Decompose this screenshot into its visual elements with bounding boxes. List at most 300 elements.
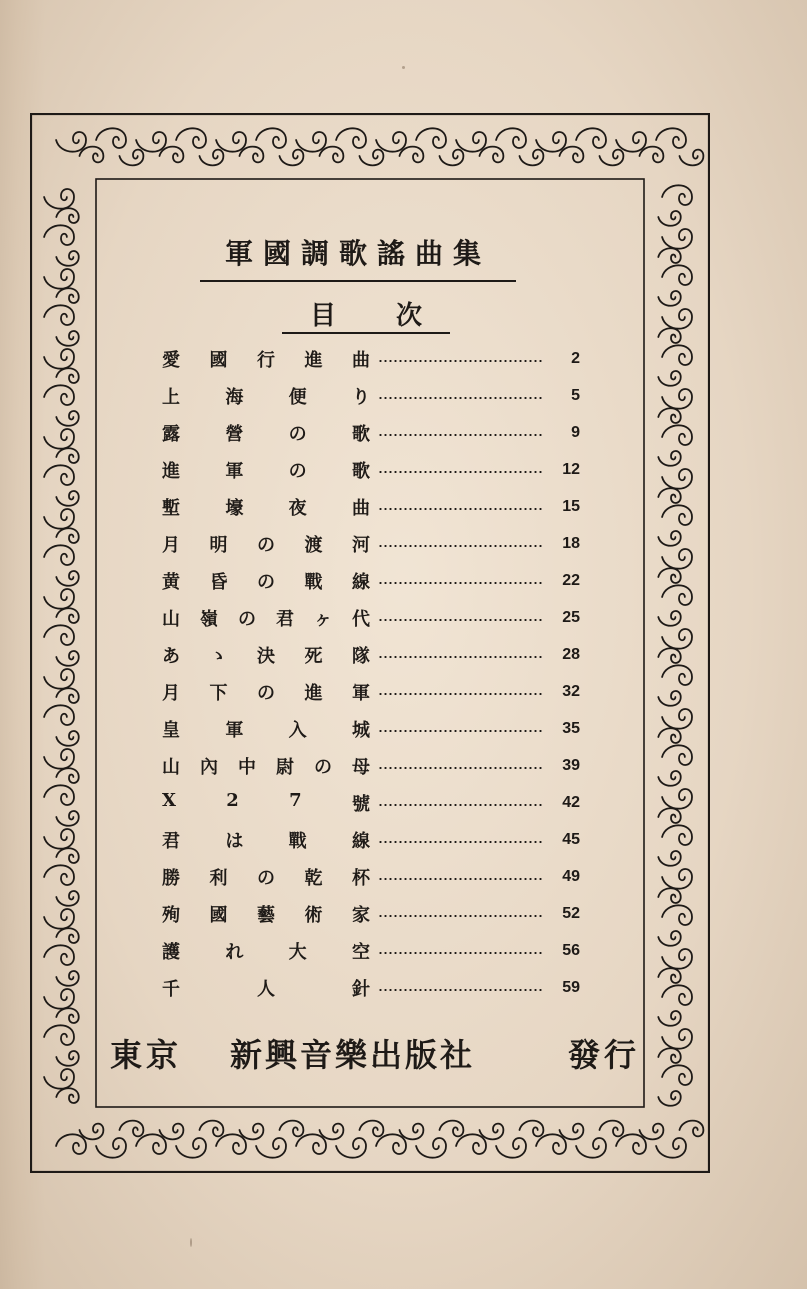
scroll-motif <box>319 1124 343 1140</box>
toc-entry <box>162 969 580 1006</box>
toc-heading-left: 目 <box>310 301 337 331</box>
scroll-motif <box>662 309 692 329</box>
scroll-motif <box>658 808 680 823</box>
toc-entry-char: 入 <box>288 719 307 741</box>
scroll-motif <box>56 331 78 346</box>
scroll-motif <box>399 1124 423 1140</box>
toc-entry <box>162 710 580 747</box>
scroll-motif <box>658 488 680 503</box>
scroll-motif <box>536 1134 566 1154</box>
toc-entry-char: 昏 <box>209 571 228 593</box>
scroll-motif <box>479 147 503 163</box>
toc-leader-dots <box>378 471 542 473</box>
scroll-motif <box>44 349 74 369</box>
toc-entry-char: 大 <box>288 941 307 963</box>
scroll-motif <box>56 251 78 266</box>
scroll-motif <box>159 147 183 163</box>
scroll-motif <box>279 1121 303 1137</box>
toc-entry-char: 針 <box>352 978 370 1000</box>
scroll-motif <box>296 132 326 152</box>
scroll-motif <box>662 789 692 809</box>
scroll-motif <box>662 229 692 249</box>
toc-heading-right: 次 <box>395 301 422 331</box>
scroll-motif <box>536 132 566 152</box>
toc-entry-char: 明 <box>209 534 228 556</box>
toc-entry-char: あ <box>162 645 180 667</box>
toc-entry-char: 黄 <box>162 571 180 593</box>
toc-entry-char: 母 <box>352 756 370 778</box>
toc-leader-dots <box>378 767 542 769</box>
scroll-motif <box>662 869 692 889</box>
scroll-motif <box>79 147 103 163</box>
scroll-motif <box>519 1121 543 1137</box>
scroll-motif <box>79 1124 103 1140</box>
scroll-motif <box>56 768 78 783</box>
book-title: 軍國調歌謠曲集 <box>200 232 516 282</box>
scroll-motif <box>56 891 78 906</box>
toc-entry-char: 代 <box>352 608 370 630</box>
toc-entry-char: 千 <box>162 978 180 1000</box>
toc-entry-title <box>162 642 370 668</box>
scroll-motif <box>359 1121 383 1137</box>
toc-entry-title <box>162 494 370 520</box>
scroll-motif <box>479 1124 503 1140</box>
toc-entry-page: 22 <box>562 571 580 589</box>
toc-leader-dots <box>378 545 542 547</box>
toc-leader-dots <box>378 360 542 362</box>
toc-leader-dots <box>378 878 542 880</box>
scroll-motif <box>656 1138 686 1158</box>
scroll-motif <box>662 985 692 1005</box>
toc-entry-char: ヶ <box>314 608 332 630</box>
scroll-motif <box>136 132 166 152</box>
scroll-motif <box>56 1134 86 1154</box>
scroll-motif <box>216 132 246 152</box>
toc-entry-char: 山 <box>162 608 180 630</box>
toc-entry-char: 利 <box>209 867 228 889</box>
scroll-motif <box>44 305 74 325</box>
toc-entry-char: 術 <box>304 904 323 926</box>
scroll-motif <box>119 150 143 166</box>
toc-entry-char: X <box>162 789 176 811</box>
toc-entry-page: 15 <box>562 497 580 515</box>
scroll-motif <box>279 150 303 166</box>
toc-entry-title <box>162 679 370 705</box>
scroll-motif <box>44 829 74 849</box>
toc-entry-char: 愛 <box>162 349 180 371</box>
scroll-motif <box>44 865 74 885</box>
scroll-motif <box>56 928 78 943</box>
toc-entry-char: 乾 <box>304 867 323 889</box>
scroll-motif <box>656 128 686 148</box>
toc-entry-char: 國 <box>209 904 228 926</box>
toc-entry-page: 28 <box>562 645 580 663</box>
scroll-motif <box>658 771 680 786</box>
scroll-motif <box>658 291 680 306</box>
toc-entry-char: 杯 <box>352 867 370 889</box>
scroll-motif <box>662 585 692 605</box>
scroll-motif <box>56 688 78 703</box>
toc-entry-char: 曲 <box>351 497 370 519</box>
toc-entry-title <box>162 531 370 557</box>
toc-list <box>162 340 580 1006</box>
toc-entry-char: 軍 <box>225 460 244 482</box>
toc-entry-char: 尉 <box>276 756 294 778</box>
toc-entry-title <box>162 457 370 483</box>
scroll-motif <box>679 150 703 166</box>
toc-leader-dots <box>378 619 542 621</box>
toc-entry-char: 歌 <box>351 460 370 482</box>
toc-entry-char: 線 <box>351 830 370 852</box>
toc-leader-dots <box>378 656 542 658</box>
scroll-motif <box>256 1138 286 1158</box>
scroll-motif <box>679 1121 703 1137</box>
scroll-motif <box>44 385 74 405</box>
toc-entry-char: 露 <box>162 423 180 445</box>
toc-entry <box>162 636 580 673</box>
scroll-motif <box>199 1121 223 1137</box>
toc-entry-char: の <box>288 460 307 482</box>
scroll-motif <box>658 968 680 983</box>
toc-entry-char: 隊 <box>352 645 370 667</box>
toc-entry-char: 進 <box>304 349 323 371</box>
toc-entry-char: 君 <box>276 608 294 630</box>
scroll-motif <box>56 208 78 223</box>
toc-entry-char: の <box>257 571 275 593</box>
scroll-motif <box>44 429 74 449</box>
toc-entry-char: 下 <box>209 682 228 704</box>
scroll-motif <box>658 851 680 866</box>
scroll-motif <box>658 451 680 466</box>
toc-entry-char: 死 <box>304 645 323 667</box>
scroll-motif <box>136 1134 166 1154</box>
toc-entry-title <box>162 864 370 890</box>
scroll-motif <box>359 150 383 166</box>
scroll-motif <box>662 185 692 205</box>
scroll-motif <box>56 848 78 863</box>
scroll-motif <box>44 785 74 805</box>
scroll-motif <box>496 1138 526 1158</box>
scroll-motif <box>216 1134 246 1154</box>
toc-entry-char: 空 <box>351 941 370 963</box>
toc-leader-dots <box>378 397 542 399</box>
scroll-motif <box>658 728 680 743</box>
publisher-line <box>110 1030 640 1076</box>
toc-entry-page: 2 <box>571 349 580 367</box>
scroll-motif <box>559 1124 583 1140</box>
toc-entry-page: 45 <box>562 830 580 848</box>
toc-entry-title <box>162 753 370 779</box>
scroll-motif <box>336 1138 366 1158</box>
toc-entry <box>162 340 580 377</box>
scroll-motif <box>44 669 74 689</box>
scroll-motif <box>599 1121 623 1137</box>
scroll-motif <box>56 571 78 586</box>
scroll-motif <box>639 147 663 163</box>
toc-entry-char: 皇 <box>162 719 180 741</box>
publisher-city: 東京 <box>110 1036 183 1074</box>
scroll-motif <box>658 648 680 663</box>
scroll-motif <box>439 1121 463 1137</box>
scroll-motif <box>658 611 680 626</box>
toc-entry-title <box>162 568 370 594</box>
toc-entry-char: 渡 <box>304 534 323 556</box>
toc-entry-char: 君 <box>162 830 180 852</box>
scroll-motif <box>662 345 692 365</box>
scroll-motif <box>658 408 680 423</box>
toc-entry-char: 勝 <box>162 867 180 889</box>
toc-entry-page: 56 <box>562 941 580 959</box>
scroll-motif <box>456 132 486 152</box>
toc-entry-title <box>162 790 370 816</box>
toc-entry-char: の <box>314 756 332 778</box>
paper-speck <box>190 1238 192 1247</box>
scroll-motif <box>662 1029 692 1049</box>
toc-entry-char: 進 <box>304 682 323 704</box>
toc-leader-dots <box>378 952 542 954</box>
scroll-motif <box>456 1134 486 1154</box>
scroll-motif <box>96 128 126 148</box>
toc-entry-char: 營 <box>225 423 244 445</box>
scroll-motif <box>662 549 692 569</box>
scroll-motif <box>56 971 78 986</box>
toc-entry-title <box>162 716 370 742</box>
scroll-motif <box>658 371 680 386</box>
toc-entry-title <box>162 901 370 927</box>
toc-entry <box>162 932 580 969</box>
toc-entry-page: 39 <box>562 756 580 774</box>
scroll-motif <box>639 1124 663 1140</box>
scroll-motif <box>296 1134 326 1154</box>
scroll-motif <box>559 147 583 163</box>
toc-entry <box>162 525 580 562</box>
toc-leader-dots <box>378 693 542 695</box>
toc-entry-page: 12 <box>562 460 580 478</box>
scroll-motif <box>662 949 692 969</box>
scroll-motif <box>658 1011 680 1026</box>
toc-entry-page: 52 <box>562 904 580 922</box>
scroll-motif <box>56 1051 78 1066</box>
toc-entry-char: 進 <box>162 460 180 482</box>
toc-entry-char: の <box>257 682 275 704</box>
scroll-motif <box>44 625 74 645</box>
scroll-motif <box>576 128 606 148</box>
scroll-motif <box>662 425 692 445</box>
toc-entry-char: の <box>288 423 307 445</box>
toc-entry-char: 壕 <box>225 497 244 519</box>
toc-entry-title <box>162 383 370 409</box>
toc-leader-dots <box>378 582 542 584</box>
scroll-motif <box>416 128 446 148</box>
scroll-motif <box>44 509 74 529</box>
toc-entry-char: 中 <box>238 756 256 778</box>
scroll-motif <box>336 128 366 148</box>
scroll-motif <box>439 150 463 166</box>
scroll-motif <box>56 651 78 666</box>
scroll-motif <box>662 1065 692 1085</box>
scroll-motif <box>662 709 692 729</box>
scroll-motif <box>56 491 78 506</box>
toc-entry-char: 河 <box>352 534 370 556</box>
scroll-motif <box>56 288 78 303</box>
scroll-motif <box>239 1124 263 1140</box>
toc-leader-dots <box>378 841 542 843</box>
toc-entry-title <box>162 605 370 631</box>
scroll-motif <box>56 608 78 623</box>
scroll-motif <box>658 691 680 706</box>
scroll-motif <box>658 248 680 263</box>
toc-entry <box>162 377 580 414</box>
scroll-motif <box>658 211 680 226</box>
scroll-motif <box>56 731 78 746</box>
toc-entry <box>162 784 580 821</box>
scroll-motif <box>176 128 206 148</box>
publisher-action: 發行 <box>567 1036 640 1074</box>
toc-entry <box>162 599 580 636</box>
toc-entry-title <box>162 420 370 446</box>
toc-leader-dots <box>378 434 542 436</box>
scroll-motif <box>599 150 623 166</box>
toc-entry-char: の <box>238 608 256 630</box>
toc-entry-title <box>162 827 370 853</box>
scroll-motif <box>256 128 286 148</box>
toc-leader-dots <box>378 508 542 510</box>
toc-entry-char: 家 <box>352 904 370 926</box>
toc-entry-page: 9 <box>571 423 580 441</box>
scroll-motif <box>662 389 692 409</box>
scroll-motif <box>44 189 74 209</box>
toc-entry-page: 25 <box>562 608 580 626</box>
scroll-motif <box>119 1121 143 1137</box>
toc-entry-char: は <box>225 830 244 852</box>
scroll-motif <box>662 825 692 845</box>
toc-entry-title <box>162 938 370 964</box>
toc-entry-char: 戰 <box>288 830 307 852</box>
toc-entry-char: 月 <box>162 534 180 556</box>
scroll-motif <box>44 545 74 565</box>
toc-heading <box>282 300 450 334</box>
toc-entry <box>162 451 580 488</box>
scroll-motif <box>176 1138 206 1158</box>
toc-entry-char: 2 <box>226 789 239 811</box>
toc-entry-char: 號 <box>351 793 370 815</box>
scroll-motif <box>56 448 78 463</box>
scroll-motif <box>44 909 74 929</box>
toc-entry <box>162 488 580 525</box>
publisher-name: 新興音樂出版社 <box>230 1036 476 1074</box>
toc-leader-dots <box>378 989 542 991</box>
scroll-motif <box>44 945 74 965</box>
toc-entry-char: 國 <box>209 349 228 371</box>
toc-entry-char: 內 <box>200 756 218 778</box>
scroll-motif <box>56 368 78 383</box>
toc-entry <box>162 673 580 710</box>
scroll-motif <box>658 531 680 546</box>
scroll-motif <box>199 150 223 166</box>
scroll-motif <box>658 568 680 583</box>
toc-entry <box>162 821 580 858</box>
toc-entry <box>162 895 580 932</box>
toc-entry <box>162 747 580 784</box>
scroll-motif <box>44 705 74 725</box>
scroll-motif <box>662 745 692 765</box>
scroll-motif <box>56 528 78 543</box>
scroll-motif <box>56 1008 78 1023</box>
scroll-motif <box>96 1138 126 1158</box>
scroll-motif <box>44 589 74 609</box>
toc-entry-char: の <box>257 867 275 889</box>
scroll-motif <box>519 150 543 166</box>
scroll-motif <box>44 989 74 1009</box>
toc-entry-char: 藝 <box>257 904 275 926</box>
toc-entry-char: 歌 <box>351 423 370 445</box>
scroll-motif <box>44 225 74 245</box>
scroll-motif <box>56 811 78 826</box>
scroll-motif <box>658 931 680 946</box>
scroll-motif <box>616 132 646 152</box>
scroll-motif <box>376 132 406 152</box>
scroll-motif <box>662 505 692 525</box>
toc-entry <box>162 414 580 451</box>
scroll-motif <box>496 128 526 148</box>
toc-entry-page: 35 <box>562 719 580 737</box>
toc-entry-char: 月 <box>162 682 180 704</box>
toc-leader-dots <box>378 730 542 732</box>
scroll-motif <box>658 1091 680 1106</box>
toc-entry-char: 曲 <box>352 349 370 371</box>
toc-entry <box>162 858 580 895</box>
scroll-motif <box>662 629 692 649</box>
toc-entry-char: 山 <box>162 756 180 778</box>
toc-entry-title <box>162 975 370 1001</box>
toc-leader-dots <box>378 804 542 806</box>
scroll-motif <box>662 469 692 489</box>
toc-entry <box>162 562 580 599</box>
toc-entry-char: 7 <box>289 789 302 811</box>
scroll-motif <box>44 269 74 289</box>
toc-entry-char: 軍 <box>352 682 370 704</box>
toc-entry-char: 軍 <box>225 719 244 741</box>
scroll-motif <box>376 1134 406 1154</box>
toc-entry-char: 行 <box>257 349 275 371</box>
toc-entry-char: 殉 <box>162 904 180 926</box>
scroll-motif <box>44 749 74 769</box>
toc-entry-char: 線 <box>352 571 370 593</box>
toc-entry-char: ゝ <box>209 645 228 667</box>
toc-entry-page: 18 <box>562 534 580 552</box>
paper-speck <box>402 66 405 69</box>
toc-entry-title <box>162 346 370 372</box>
toc-entry-page: 59 <box>562 978 580 996</box>
toc-entry-char: の <box>257 534 275 556</box>
scroll-motif <box>399 147 423 163</box>
scroll-motif <box>416 1138 446 1158</box>
scroll-motif <box>658 1048 680 1063</box>
toc-entry-char: 夜 <box>288 497 307 519</box>
scroll-motif <box>658 888 680 903</box>
toc-entry-char: れ <box>225 941 244 963</box>
scroll-motif <box>319 147 343 163</box>
toc-entry-char: 海 <box>225 386 244 408</box>
scroll-motif <box>159 1124 183 1140</box>
toc-entry-char: 城 <box>351 719 370 741</box>
scroll-motif <box>44 1069 74 1089</box>
toc-entry-char: 嶺 <box>200 608 218 630</box>
toc-entry-char: 人 <box>257 978 275 1000</box>
toc-entry-char: 塹 <box>162 497 180 519</box>
toc-entry-char: 上 <box>162 386 180 408</box>
scroll-motif <box>658 328 680 343</box>
